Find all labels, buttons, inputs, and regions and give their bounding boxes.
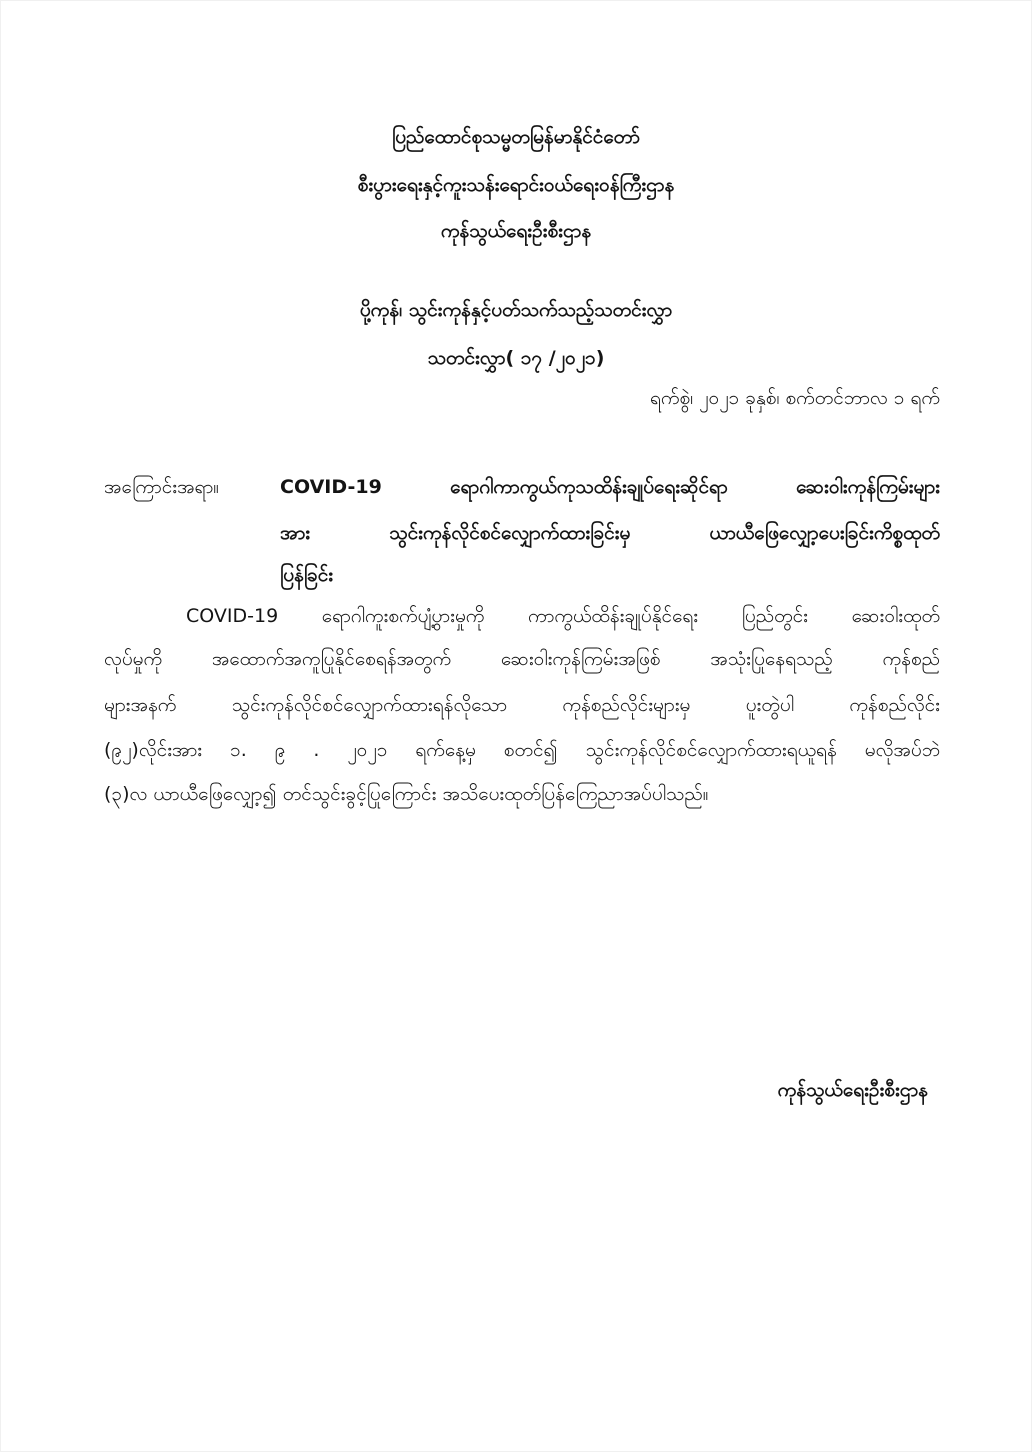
header-department-name: ကုန်သွယ်ရေးဦးစီးဌာန [440, 220, 592, 242]
body-paragraph-line: လုပ်မှုကို အထောက်အကူပြုနိုင်စေရန်အတွက် ဆေးဝါးကုန်ကြမ်းအဖြစ် အသုံးပြုနေရသည့် ကုန်စည် [104, 648, 940, 670]
body-paragraph-line: (၃)လ ယာယီဖြေလျှော့၍ တင်သွင်းခွင့်ပြုကြောင်း အသိပေးထုတ်ပြန်ကြေညာအပ်ပါသည်။ [104, 783, 709, 805]
subject-line: အား သွင်းကုန်လိုင်စင်လျှောက်ထားခြင်းမှ ယာယီဖြေလျှော့ပေးခြင်းကိစ္စထုတ် [280, 522, 940, 544]
subject-line: COVID-19 ရောဂါကာကွယ်ကုသထိန်းချုပ်ရေးဆိုင်ရာ ဆေးဝါးကုန်ကြမ်းများ [280, 476, 940, 498]
subject-label: အကြောင်းအရာ။ [104, 476, 220, 498]
notice-number: သတင်းလွှာ( ၁၇ /၂၀၂၁) [427, 347, 605, 369]
header-ministry-country: ပြည်ထောင်စုသမ္မတမြန်မာနိုင်ငံတော် [392, 126, 640, 148]
body-paragraph-line: များအနက် သွင်းကုန်လိုင်စင်လျှောက်ထားရန်လိုသော ကုန်စည်လိုင်းများမှ ပူးတွဲပါ ကုန်စည်လိုင်း [104, 694, 940, 716]
body-paragraph-line: (၉၂)လိုင်းအား ၁. ၉ . ၂၀၂၁ ရက်နေ့မှ စတင်၍ သွင်းကုန်လိုင်စင်လျှောက်ထားရယူရန် မလိုအပ်ဘဲ [104, 739, 940, 761]
subject-line: ပြန်ခြင်း [280, 564, 334, 586]
notice-title: ပို့ကုန်၊ သွင်းကုန်နှင့်ပတ်သက်သည့်သတင်းလွှာ [359, 299, 673, 321]
header-ministry-name: စီးပွားရေးနှင့်ကူးသန်းရောင်းဝယ်ရေးဝန်ကြီးဌာန [357, 174, 675, 196]
signature-department: ကုန်သွယ်ရေးဦးစီးဌာန [777, 1079, 928, 1101]
notice-date: ရက်စွဲ၊ ၂၀၂၁ ခုနှစ်၊ စက်တင်ဘာလ ၁ ရက် [649, 387, 940, 409]
body-paragraph-line: COVID-19 ရောဂါကူးစက်ပျံ့ပွားမှုကို ကာကွယ်ထိန်းချုပ်နိုင်ရေး ပြည်တွင်း ဆေးဝါးထုတ် [186, 605, 940, 627]
